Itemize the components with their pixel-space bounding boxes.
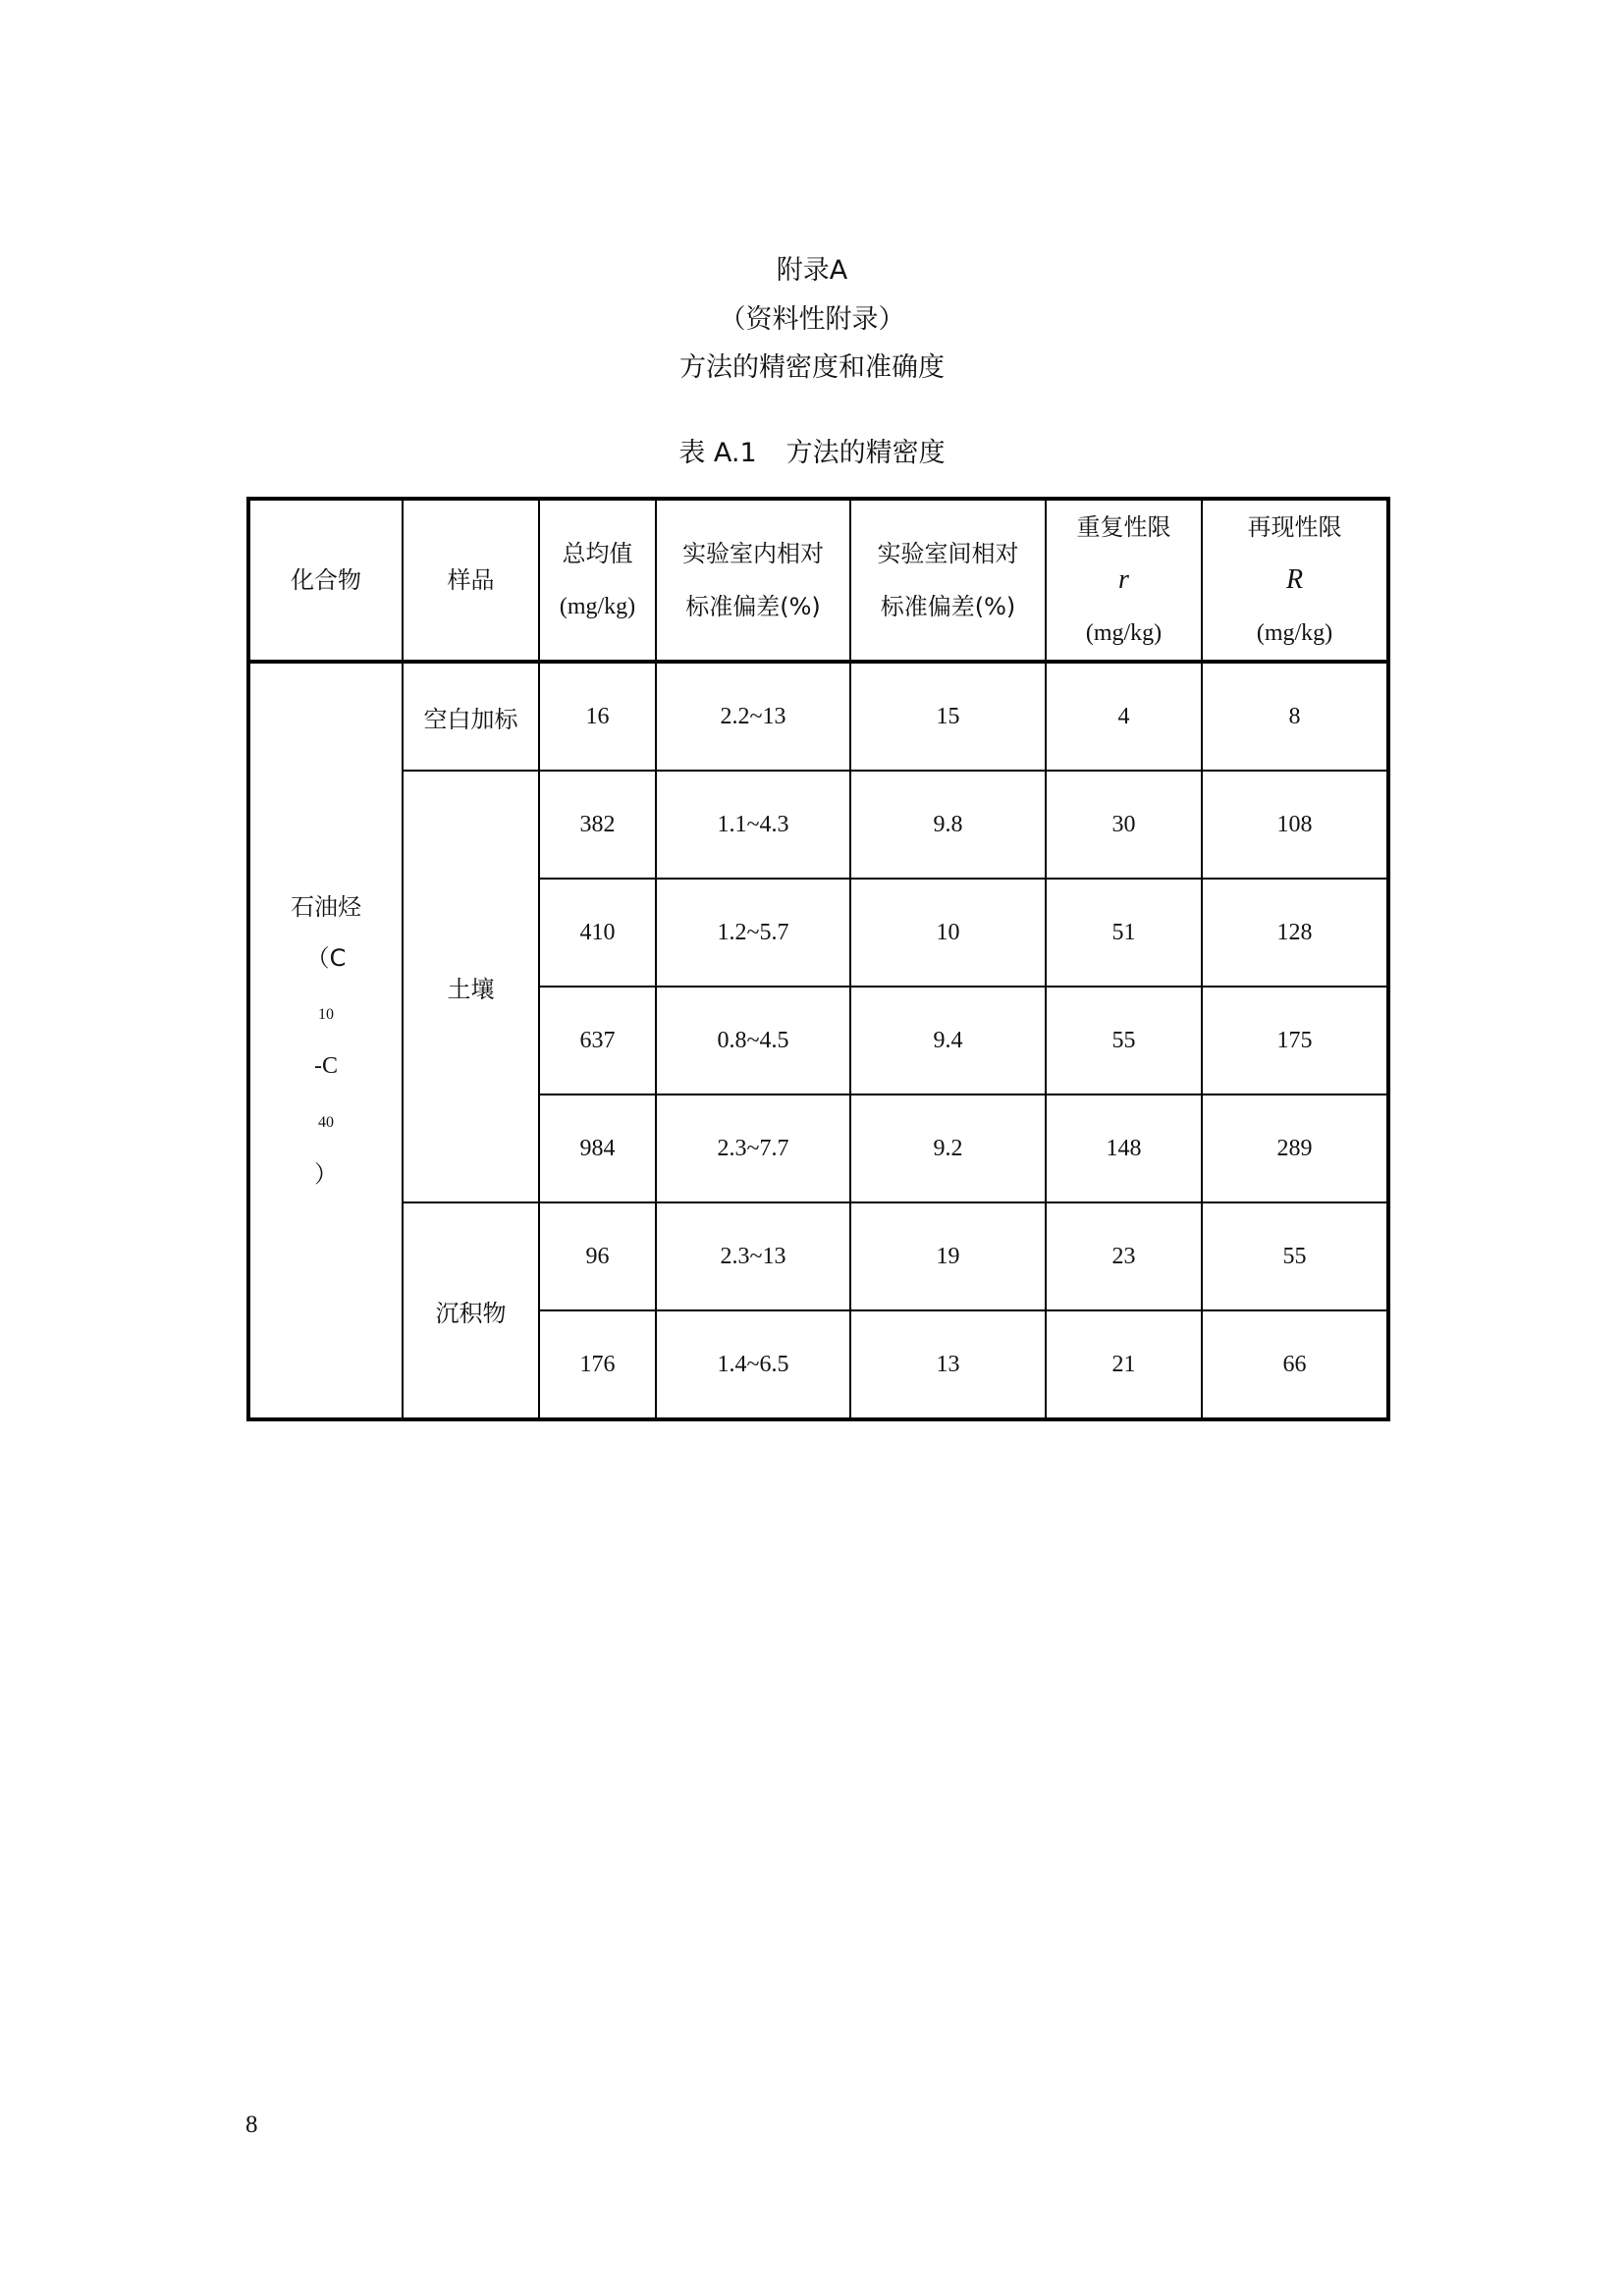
between-lab-cell: 9.2 (850, 1095, 1046, 1202)
header-repeatability-label: 重复性限 (1076, 513, 1171, 541)
repeatability-cell: 51 (1046, 879, 1202, 987)
between-lab-cell: 9.4 (850, 987, 1046, 1095)
repeatability-cell: 21 (1046, 1310, 1202, 1419)
repeatability-cell: 55 (1046, 987, 1202, 1095)
table-row (248, 662, 1388, 771)
mean-cell: 637 (539, 987, 656, 1095)
header-reproducibility-label: 再现性限 (1247, 513, 1342, 541)
header-repeatability-unit: (mg/kg) (1085, 620, 1163, 646)
header-reproducibility-symbol: R (1285, 564, 1304, 595)
repeatability-cell: 23 (1046, 1202, 1202, 1310)
mean-cell: 16 (539, 662, 656, 771)
reproducibility-cell: 128 (1202, 879, 1388, 987)
header-within-lab-rsd (656, 499, 850, 662)
mean-cell: 410 (539, 879, 656, 987)
repeatability-cell: 30 (1046, 771, 1202, 879)
within-lab-cell: 0.8~4.5 (656, 987, 850, 1095)
compound-name: 石油烃 (291, 893, 361, 921)
compound-cell (248, 662, 403, 1419)
reproducibility-cell: 55 (1202, 1202, 1388, 1310)
appendix-heading: 方法的精密度和准确度 (679, 352, 945, 383)
mean-cell: 96 (539, 1202, 656, 1310)
reproducibility-cell: 175 (1202, 987, 1388, 1095)
header-sample: 样品 (403, 499, 539, 662)
between-lab-cell: 9.8 (850, 771, 1046, 879)
between-lab-cell: 15 (850, 662, 1046, 771)
table-caption-title: 方法的精密度 (785, 438, 946, 468)
header-reproducibility-unit: (mg/kg) (1256, 620, 1333, 646)
header-reproducibility (1202, 499, 1388, 662)
appendix-title: 附录A (776, 255, 848, 286)
mean-cell: 176 (539, 1310, 656, 1419)
reproducibility-cell: 8 (1202, 662, 1388, 771)
sample-cell: 土壤 (403, 771, 539, 1202)
page-number: 8 (245, 2111, 258, 2138)
mean-cell: 984 (539, 1095, 656, 1202)
header-within-lab-line1: 实验室内相对 (682, 540, 824, 567)
within-lab-cell: 2.3~7.7 (656, 1095, 850, 1202)
header-within-lab-line2: 标准偏差(%) (685, 593, 821, 620)
appendix-subtitle: （资料性附录） (719, 304, 905, 335)
header-repeatability-label-line (1047, 501, 1201, 607)
header-between-lab-line2: 标准偏差(%) (880, 593, 1016, 620)
header-repeatability (1046, 499, 1202, 662)
header-reproducibility-label-line (1203, 501, 1386, 607)
between-lab-cell: 13 (850, 1310, 1046, 1419)
reproducibility-cell: 289 (1202, 1095, 1388, 1202)
within-lab-cell: 1.4~6.5 (656, 1310, 850, 1419)
within-lab-cell: 2.3~13 (656, 1202, 850, 1310)
header-compound: 化合物 (248, 499, 403, 662)
table-caption (0, 436, 1624, 471)
table-row (248, 771, 1388, 879)
within-lab-cell: 1.2~5.7 (656, 879, 850, 987)
header-row (248, 499, 1388, 662)
header-mean-label: 总均值 (562, 540, 633, 567)
mean-cell: 382 (539, 771, 656, 879)
compound-range: （C $_{10}$ -C $_{40}$ ） (305, 944, 347, 1188)
header-between-lab-line1: 实验室间相对 (877, 540, 1019, 567)
within-lab-cell: 1.1~4.3 (656, 771, 850, 879)
repeatability-cell: 4 (1046, 662, 1202, 771)
between-lab-cell: 19 (850, 1202, 1046, 1310)
precision-table (246, 497, 1390, 1421)
sample-cell: 沉积物 (403, 1202, 539, 1419)
table-caption-number: 表 A.1 (678, 438, 757, 468)
between-lab-cell: 10 (850, 879, 1046, 987)
reproducibility-cell: 108 (1202, 771, 1388, 879)
header-mean-unit: (mg/kg) (559, 594, 636, 619)
table-row (248, 1202, 1388, 1310)
header-between-lab-rsd (850, 499, 1046, 662)
sample-cell: 空白加标 (403, 662, 539, 771)
repeatability-cell: 148 (1046, 1095, 1202, 1202)
within-lab-cell: 2.2~13 (656, 662, 850, 771)
header-repeatability-symbol: r (1118, 564, 1129, 595)
reproducibility-cell: 66 (1202, 1310, 1388, 1419)
header-mean (539, 499, 656, 662)
